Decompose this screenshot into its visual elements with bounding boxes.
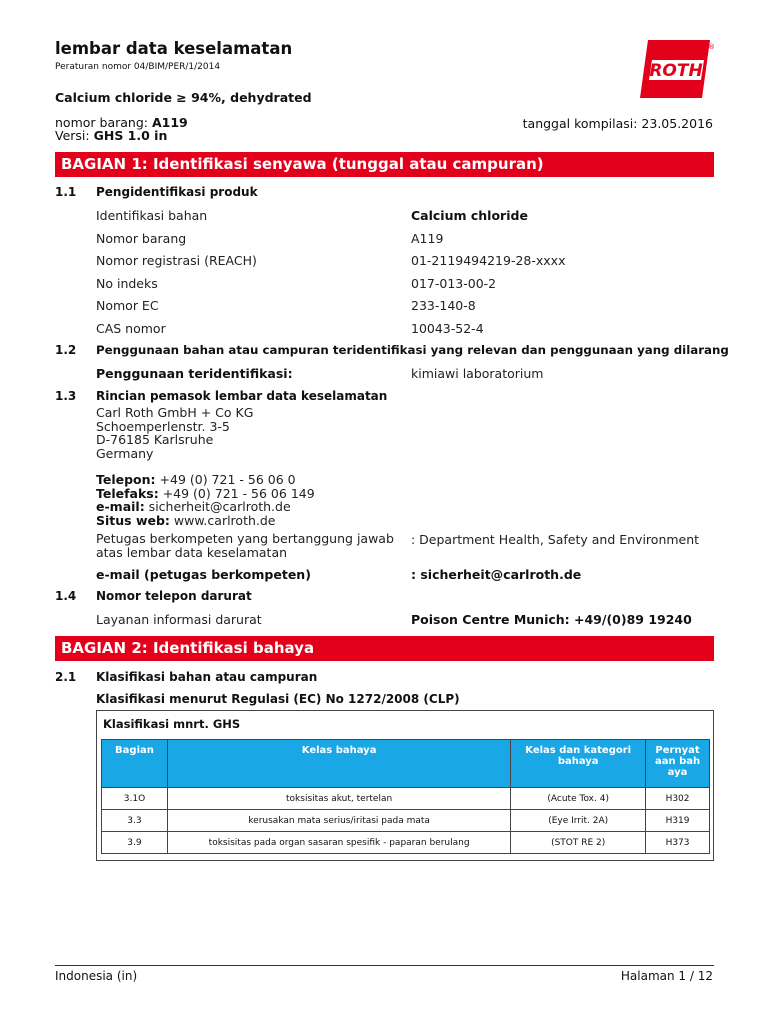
cell-category: (STOT RE 2) <box>511 832 646 854</box>
item-number-value: A119 <box>151 115 188 130</box>
reach-label: Nomor registrasi (REACH) <box>96 253 257 268</box>
phone-label: Telepon: <box>96 472 156 487</box>
registered-mark: ® <box>708 43 715 51</box>
section-2-header: BAGIAN 2: Identifikasi bahaya <box>55 636 714 661</box>
competent-email-label: e-mail (petugas berkompeten) <box>96 567 311 582</box>
competent-person-value: : Department Health, Safety and Environment <box>411 532 700 547</box>
supplier-contacts <box>96 473 315 527</box>
column-header-section: Bagian <box>102 740 168 788</box>
product-id-label: Identifikasi bahan <box>96 208 208 223</box>
section-1-3-title: Rincian pemasok lembar data keselamatan <box>96 389 388 403</box>
cell-statement: H319 <box>646 810 710 832</box>
section-2-1-title: Klasifikasi bahan atau campuran <box>96 670 318 684</box>
cell-hazard-class: toksisitas akut, tertelan <box>167 788 510 810</box>
competent-label-line: Petugas berkompeten yang bertanggung jawab <box>96 531 394 546</box>
identified-use-label: Penggunaan teridentifikasi: <box>96 366 293 381</box>
cell-section: 3.9 <box>102 832 168 854</box>
logo-text: ROTH <box>649 61 703 81</box>
item-number-row-value: A119 <box>411 231 444 246</box>
clp-title: Klasifikasi menurut Regulasi (EC) No 1272/2008 (CLP) <box>96 692 460 706</box>
footer-divider <box>55 965 714 966</box>
reach-value: 01-2119494219-28-xxxx <box>411 253 566 268</box>
document-title: lembar data keselamatan <box>55 39 293 58</box>
cell-hazard-class: kerusakan mata serius/iritasi pada mata <box>167 810 510 832</box>
item-info <box>55 116 188 142</box>
ec-value: 233-140-8 <box>411 298 476 313</box>
address-line: D-76185 Karlsruhe <box>96 432 214 447</box>
cell-category: (Eye Irrit. 2A) <box>511 810 646 832</box>
cell-section: 3.1O <box>102 788 168 810</box>
roth-logo <box>638 40 715 98</box>
compile-date: tanggal kompilasi: 23.05.2016 <box>522 116 713 131</box>
column-header-hazard-class: Kelas bahaya <box>167 740 510 788</box>
address-line: Germany <box>96 445 154 461</box>
cas-label: CAS nomor <box>96 321 166 336</box>
competent-email-value[interactable]: : sicherheit@carlroth.de <box>411 567 582 582</box>
column-header-category: Kelas dan kategori bahaya <box>511 740 646 788</box>
footer-language: Indonesia (in) <box>55 969 138 983</box>
section-1-4-number: 1.4 <box>55 589 77 603</box>
emergency-label: Layanan informasi darurat <box>96 612 262 627</box>
item-number-row-label: Nomor barang <box>96 231 187 246</box>
competent-person-label <box>96 532 394 559</box>
cell-section: 3.3 <box>102 810 168 832</box>
cell-statement: H302 <box>646 788 710 810</box>
table-caption: Klasifikasi mnrt. GHS <box>103 717 241 731</box>
website-value[interactable]: www.carlroth.de <box>169 512 276 528</box>
column-header-statement: Pernyataan bahaya <box>646 740 710 788</box>
cell-hazard-class: toksisitas pada organ sasaran spesifik - paparan berulang <box>167 832 510 854</box>
fax-value: +49 (0) 721 - 56 06 149 <box>158 485 315 501</box>
section-1-2-title: Penggunaan bahan atau campuran teridentifikasi yang relevan dan penggunaan yang dilarang <box>96 343 729 357</box>
table-row <box>102 832 710 854</box>
section-1-3-number: 1.3 <box>55 389 77 403</box>
page-number: Halaman 1 / 12 <box>620 969 713 983</box>
section-2-1-number: 2.1 <box>55 670 77 684</box>
version-value: GHS 1.0 in <box>93 128 168 143</box>
fax-label: Telefaks: <box>96 485 159 501</box>
competent-label-line: atas lembar data keselamatan <box>96 544 288 560</box>
cell-category: (Acute Tox. 4) <box>511 788 646 810</box>
table-row <box>102 810 710 832</box>
cell-statement: H373 <box>646 832 710 854</box>
cas-value: 10043-52-4 <box>411 321 484 336</box>
index-label: No indeks <box>96 276 158 291</box>
section-1-1-title: Pengidentifikasi produk <box>96 185 258 199</box>
email-value[interactable]: sicherheit@carlroth.de <box>144 499 291 514</box>
address-line: Carl Roth GmbH + Co KG <box>96 405 254 420</box>
product-id-value: Calcium chloride <box>411 208 528 223</box>
supplier-address <box>96 406 253 460</box>
address-line: Schoemperlenstr. 3-5 <box>96 418 230 434</box>
version-label: Versi: <box>55 128 90 143</box>
website-label: Situs web: <box>96 512 170 528</box>
section-1-4-title: Nomor telepon darurat <box>96 589 252 603</box>
item-number-label: nomor barang: <box>55 115 148 130</box>
section-1-1-number: 1.1 <box>55 185 77 199</box>
emergency-value: Poison Centre Munich: +49/(0)89 19240 <box>411 612 692 627</box>
section-1-header: BAGIAN 1: Identifikasi senyawa (tunggal atau campuran) <box>55 152 714 177</box>
regulation-number: Peraturan nomor 04/BIM/PER/1/2014 <box>55 62 221 72</box>
table-row <box>102 788 710 810</box>
index-value: 017-013-00-2 <box>411 276 497 291</box>
product-name: Calcium chloride ≥ 94%, dehydrated <box>55 90 312 105</box>
section-1-2-number: 1.2 <box>55 343 77 357</box>
email-label: e-mail: <box>96 499 145 514</box>
ghs-classification-table <box>96 710 714 861</box>
identified-use-value: kimiawi laboratorium <box>411 366 544 381</box>
ec-label: Nomor EC <box>96 298 159 313</box>
phone-value[interactable]: +49 (0) 721 - 56 06 0 <box>155 472 296 487</box>
